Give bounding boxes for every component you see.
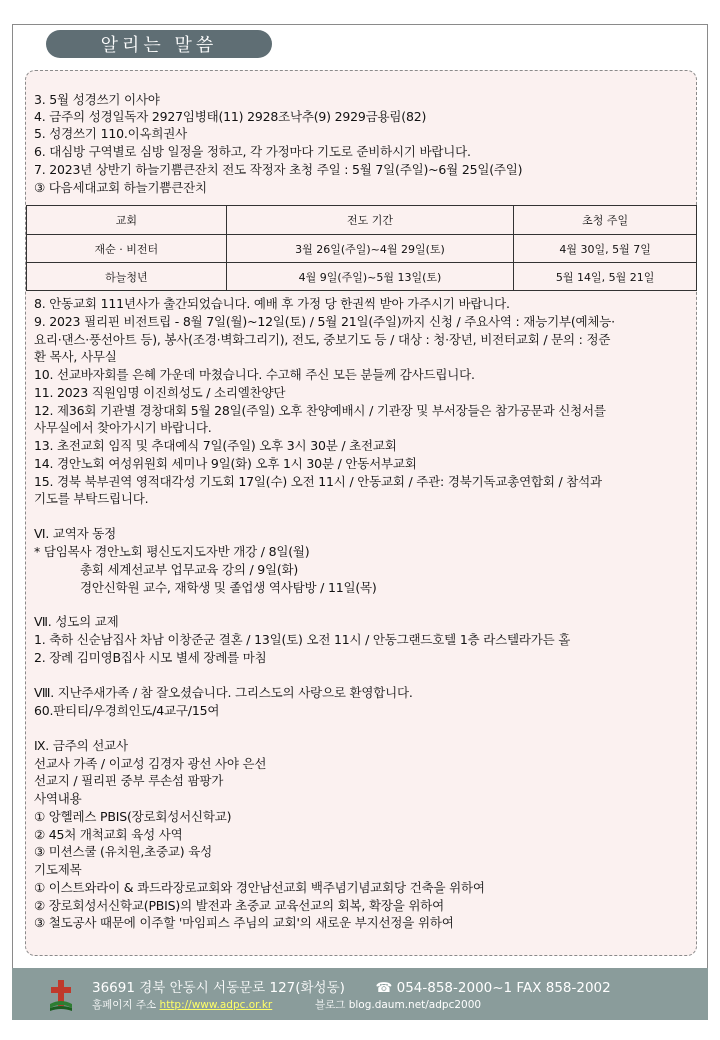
footer-phone: ☎ 054-858-2000~1 FAX 858-2002 [375, 980, 611, 996]
missionary-line: ② 45처 개척교회 육성 사역 [34, 827, 183, 842]
announcement-line: 6. 대심방 구역별로 심방 일정을 정하고, 각 가정마다 기도로 준비하시기 바랍니다. [34, 144, 471, 159]
fellowship-line: 1. 축하 신순남집사 차남 이창준군 결혼 / 13일(토) 오전 11시 / 안동그랜드호텔 1층 라스텔라가든 홀 [34, 632, 571, 647]
table-cell: 3월 26일(주일)~4월 29일(토) [226, 235, 514, 263]
page-title-text: 알리는 말씀 [100, 35, 218, 56]
footer-contact-line [92, 976, 611, 996]
missionary-line: 선교지 / 필리핀 중부 루손섬 팜팡가 [34, 773, 224, 788]
missionary-line: 사역내용 [34, 791, 82, 806]
footer-homepage-label: 홈페이지 주소 [92, 999, 157, 1011]
announcement-line: 9. 2023 필리핀 비전트립 - 8월 7일(월)~12일(토) / 5월 21일(주일)까지 신청 / 주요사역 : 재능기부(예체능· [34, 314, 615, 329]
section-heading-missionary: Ⅸ. 금주의 선교사 [34, 738, 128, 753]
table-header-cell: 교회 [27, 206, 227, 235]
announcement-line: 10. 선교바자회를 은혜 가운데 마쳤습니다. 수고해 주신 모든 분들께 감사드립니다. [34, 367, 475, 382]
announcement-line: 14. 경안노회 여성위원회 세미나 9일(화) 오후 1시 30분 / 안동서부교회 [34, 456, 417, 471]
missionary-line: ① 앙헬레스 PBIS(장로회성서신학교) [34, 809, 232, 824]
announcement-line: 기도를 부탁드립니다. [34, 491, 149, 506]
announcement-line: 3. 5월 성경쓰기 이사야 [34, 92, 160, 107]
announcement-line: 11. 2023 직원임명 이진희성도 / 소리엘찬양단 [34, 385, 286, 400]
announcement-line: 4. 금주의 성경일독자 2927임병태(11) 2928조낙추(9) 2929금용림(82) [34, 109, 427, 124]
missionary-line: ③ 미션스쿨 (유치원,초중교) 육성 [34, 844, 212, 859]
table-cell: 4월 9일(주일)~5월 13일(토) [226, 263, 514, 291]
pastor-news-line: 총회 세계선교부 업무교육 강의 / 9일(화) [80, 562, 299, 577]
missionary-line: ② 장로회성서신학교(PBIS)의 발전과 초중교 교육선교의 회복, 확장을 위하여 [34, 898, 444, 913]
announcement-line: 8. 안동교회 111년사가 출간되었습니다. 예배 후 가정 당 한권씩 받아 가주시기 바랍니다. [34, 296, 510, 311]
fellowship-line: 2. 장례 김미영B집사 시모 별세 장례를 마침 [34, 650, 267, 665]
footer-web-line [92, 997, 481, 1012]
announcement-line: 요리·댄스·풍선아트 등), 봉사(조경·벽화그리기), 전도, 중보기도 등 / 대상 : 청·장년, 비전터교회 / 문의 : 정준 [34, 332, 611, 347]
pastor-news-line: 경안신학원 교수, 재학생 및 졸업생 역사탐방 / 11일(목) [80, 580, 377, 595]
table-cell: 재순 · 비전터 [27, 235, 227, 263]
announcement-line: 7. 2023년 상반기 하늘기쁨큰잔치 전도 작정자 초청 주일 : 5월 7일(주일)~6월 25일(주일) [34, 162, 523, 177]
page-title [46, 30, 272, 58]
table-header-cell: 초청 주일 [514, 206, 697, 235]
missionary-line: ③ 철도공사 때문에 이주할 '마임피스 주님의 교회'의 새로운 부지선정을 위하여 [34, 915, 454, 930]
announcement-line: 5. 성경쓰기 110.이옥희권사 [34, 126, 187, 141]
table-row [27, 263, 697, 291]
section-heading-new-family: Ⅷ. 지난주새가족 / 참 잘오셨습니다. 그리스도의 사랑으로 환영합니다. [34, 685, 413, 700]
missionary-line: 기도제목 [34, 862, 82, 877]
table-cell: 4월 30일, 5월 7일 [514, 235, 697, 263]
section-heading-fellowship: Ⅶ. 성도의 교제 [34, 614, 119, 629]
table-cell: 5월 14일, 5월 21일 [514, 263, 697, 291]
announcement-line: 15. 경북 북부권역 영적대각성 기도회 17일(수) 오전 11시 / 안동교회 / 주관: 경북기독교총연합회 / 참석과 [34, 474, 602, 489]
table-cell: 하늘청년 [27, 263, 227, 291]
announcement-line: 12. 제36회 기관별 경창대회 5월 28일(주일) 오후 찬양예배시 / 기관장 및 부서장들은 참가공문과 신청서를 [34, 403, 606, 418]
table-header-cell: 전도 기간 [226, 206, 514, 235]
footer-homepage-link[interactable]: http://www.adpc.or.kr [159, 999, 273, 1011]
missionary-line: 선교사 가족 / 이교성 김경자 광선 사야 은선 [34, 756, 267, 771]
section-heading-pastor-news: Ⅵ. 교역자 동정 [34, 526, 117, 541]
announcement-line: 13. 초전교회 임직 및 추대예식 7일(주일) 오후 3시 30분 / 초전교회 [34, 438, 397, 453]
new-family-line: 60.판티티/우경희인도/4교구/15여 [34, 703, 220, 718]
missionary-line: ① 이스트와라이 & 콰드라장로교회와 경안남선교회 백주념기념교회당 건축을 위하여 [34, 880, 485, 895]
footer-blog: 블로그 blog.daum.net/adpc2000 [314, 999, 482, 1011]
table-header-row [27, 206, 697, 235]
announcement-line: 사무실에서 찾아가시기 바랍니다. [34, 420, 212, 435]
church-cross-logo-icon [48, 978, 74, 1012]
table-row [27, 235, 697, 263]
evangelism-schedule-table [26, 205, 697, 291]
announcement-line: 환 목사, 사무실 [34, 349, 117, 364]
announcement-line: ③ 다음세대교회 하늘기쁨큰잔치 [34, 180, 207, 195]
pastor-news-line: * 담임목사 경안노회 평신도지도자반 개강 / 8일(월) [34, 544, 310, 559]
footer-address: 36691 경북 안동시 서동문로 127(화성동) [92, 980, 345, 996]
